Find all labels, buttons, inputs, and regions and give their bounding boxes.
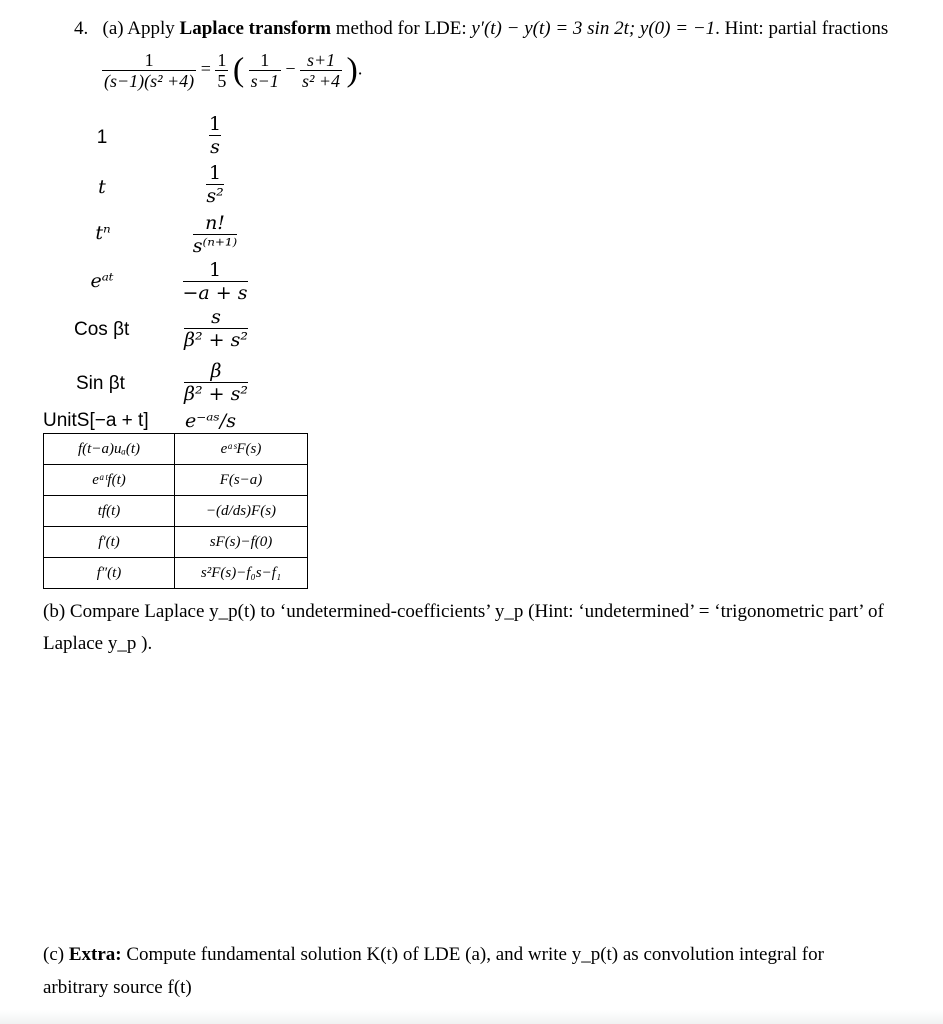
tt-f-3: eᵃᵗ	[90, 270, 114, 292]
tt-num-0: 1	[208, 113, 222, 135]
term2-fraction	[300, 50, 342, 91]
term1-den: s−1	[250, 71, 279, 91]
prop-F-2: −(d/ds)F(s)	[175, 496, 308, 527]
prop-f-0: f(t−a)uₐ(t)	[44, 434, 175, 465]
lhs-den: (s−1)(s² +4)	[104, 71, 195, 91]
tt-f-0: 1	[96, 127, 108, 148]
table-row	[44, 434, 308, 465]
prop-F-4: s²F(s)−f₀s−f₁	[175, 558, 308, 589]
tt-f-6: UnitS[−a + t]	[43, 410, 149, 431]
tt-F-6: e⁻ᵃˢ/s	[185, 410, 236, 432]
term1-num: 1	[260, 50, 270, 70]
prop-f-1: eᵃᵗf(t)	[44, 465, 175, 496]
part-b-line2: Laplace y_p ).	[43, 633, 153, 654]
coef-den: 5	[217, 71, 227, 91]
tt-den-4: β² + s²	[184, 329, 248, 351]
tt-den-3: −a + s	[182, 282, 248, 304]
prop-f-2: tf(t)	[44, 496, 175, 527]
page-bottom-edge	[0, 1010, 943, 1024]
tt-num-2: n!	[205, 212, 225, 234]
prop-F-1: F(s−a)	[175, 465, 308, 496]
tt-f-4: Cos βt	[74, 319, 130, 340]
prop-F-3: sF(s)−f(0)	[175, 527, 308, 558]
right-paren: )	[346, 51, 358, 89]
prop-f-3: f′(t)	[44, 527, 175, 558]
table-row	[44, 527, 308, 558]
tt-den-1: s²	[206, 185, 224, 207]
problem-number: 4.	[74, 18, 89, 39]
tt-F-0	[195, 113, 235, 158]
period: .	[357, 58, 363, 79]
table-row	[44, 465, 308, 496]
tt-f-2: tⁿ	[95, 222, 111, 244]
tt-f-5: Sin βt	[76, 373, 125, 394]
part-a-bold: Laplace transform	[179, 18, 331, 39]
tt-num-1: 1	[208, 162, 222, 184]
coef-num: 1	[217, 50, 227, 70]
part-b-line1: (b) Compare Laplace y_p(t) to ‘undetermined-coefficients’ y_p (Hint: ‘undetermined’ = ‘trigonometric part’ of	[43, 601, 884, 622]
tt-F-1	[195, 162, 235, 207]
tt-num-4: s	[211, 306, 221, 328]
lhs-fraction	[102, 50, 196, 91]
term2-den: s² +4	[301, 71, 341, 91]
part-a-line	[74, 17, 888, 41]
partial-fraction-equation	[102, 50, 362, 91]
lde-equation: y′(t) − y(t) = 3 sin 2t; y(0) = −1	[471, 18, 716, 39]
tt-den-2: s⁽ⁿ⁺¹⁾	[192, 235, 238, 257]
part-c-bold: Extra:	[68, 944, 122, 965]
tt-num-5: β	[210, 360, 222, 382]
tt-den-5: β² + s²	[184, 383, 248, 405]
tt-F-4	[180, 306, 252, 351]
coef-fraction	[215, 50, 228, 91]
part-c-line2: arbitrary source f(t)	[43, 977, 192, 998]
tt-F-2	[183, 212, 247, 257]
tt-num-3: 1	[208, 259, 222, 281]
table-row	[44, 496, 308, 527]
tt-den-0: s	[210, 136, 220, 158]
tt-F-3	[180, 259, 250, 304]
part-c-rest: Compute fundamental solution K(t) of LDE (a), and write y_p(t) as convolution integral for	[121, 944, 824, 965]
part-a-label: (a) Apply	[102, 18, 180, 39]
equals-sign: =	[200, 58, 211, 79]
lhs-num: 1	[144, 50, 154, 70]
prop-F-0: eᵃˢF(s)	[175, 434, 308, 465]
properties-table	[43, 433, 308, 589]
tt-f-1: t	[98, 176, 106, 198]
part-a-hint: . Hint: partial fractions	[715, 18, 889, 39]
part-a-rest: method for LDE:	[331, 18, 472, 39]
term1-fraction	[249, 50, 281, 91]
table-row	[44, 558, 308, 589]
left-paren: (	[232, 51, 245, 89]
minus-sign: −	[285, 58, 296, 79]
part-c-line1	[43, 943, 824, 967]
tt-F-5	[180, 360, 252, 405]
term2-num: s+1	[306, 50, 336, 70]
part-c-label: (c)	[43, 944, 69, 965]
prop-f-4: f″(t)	[44, 558, 175, 589]
